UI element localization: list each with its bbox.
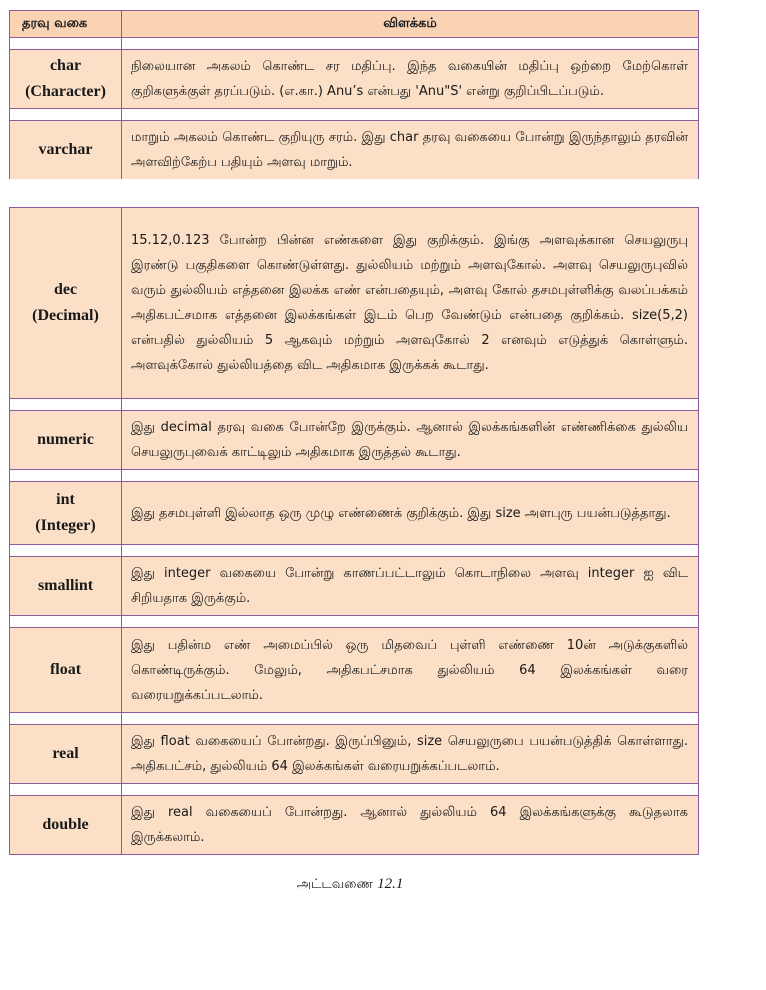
data-type-name: double: [42, 816, 89, 833]
data-type-name: varchar: [38, 141, 93, 158]
spacer-row: [10, 713, 699, 725]
header-data-type: தரவு வகை: [10, 11, 122, 38]
data-type-name: real: [52, 745, 79, 762]
table-row-real: [10, 725, 699, 784]
data-type-cell: [10, 121, 122, 180]
data-type-name: dec: [53, 281, 78, 298]
data-types-table-part1: [9, 10, 699, 179]
description-cell: இது பதின்ம எண் அமைப்பில் ஒரு மிதவைப் புள்ளி எண்ணை 10ன் அடுக்குகளில் கொண்டிருக்கும். மேலும், அதிகபட்சமாக துல்லியம் 64 இலக்கங்கள் வரை வரையறுக்கப்படலாம்.: [122, 628, 699, 713]
table-row-numeric: [10, 411, 699, 470]
data-type-fullname: (Decimal): [32, 307, 99, 324]
data-type-name: float: [49, 661, 82, 678]
spacer-row: [10, 470, 699, 482]
data-type-cell: [10, 557, 122, 616]
spacer-row: [10, 38, 699, 50]
table-row-varchar: [10, 121, 699, 180]
data-type-name: smallint: [37, 577, 94, 594]
caption-label: அட்டவணை: [296, 877, 374, 892]
table-header-row: [10, 11, 699, 38]
data-type-fullname: (Integer): [35, 517, 96, 534]
table-row-float: [10, 628, 699, 713]
description-cell: இது integer வகையை போன்று காணப்பட்டாலும் கொடாநிலை அளவு integer ஐ விட சிறியதாக இருக்கும்.: [122, 557, 699, 616]
data-type-fullname: (Character): [25, 83, 106, 100]
table-caption: [0, 876, 700, 893]
table-row-double: [10, 796, 699, 855]
data-types-table-part2: [9, 207, 699, 855]
data-type-name: int: [56, 491, 75, 508]
data-type-cell: [10, 628, 122, 713]
caption-number: 12.1: [377, 876, 404, 892]
spacer-row: [10, 784, 699, 796]
description-cell: இது decimal தரவு வகை போன்றே இருக்கும். ஆனால் இலக்கங்களின் எண்ணிக்கை துல்லிய செயலுருபுவைக் காட்டிலும் அதிகமாக இருத்தல் கூடாது.: [122, 411, 699, 470]
description-cell: நிலையான அகலம் கொண்ட சர மதிப்பு. இந்த வகையின் மதிப்பு ஒற்றை மேற்கொள் குறிகளுக்குள் தரப்படும். (எ.கா.) Anu’s என்பது 'Anu"S' என்று குறிப்பிடப்படும்.: [122, 50, 699, 109]
data-type-name: char: [49, 57, 82, 74]
data-type-cell: [10, 50, 122, 109]
data-type-cell: [10, 208, 122, 399]
spacer-row: [10, 545, 699, 557]
header-description: விளக்கம்: [122, 11, 699, 38]
data-type-cell: [10, 482, 122, 545]
spacer-row: [10, 616, 699, 628]
description-cell: 15.12,0.123 போன்ற பின்ன எண்களை இது குறிக்கும். இங்கு அளவுக்கான செயலுருபு இரண்டு பகுதிகளை கொண்டுள்ளது. துல்லியம் மற்றும் அளவுகோல். அளவு செயலுருபுவில் வரும் துல்லியம் எத்தனை இலக்க எண் என்பதையும், அளவு கோல் தசமபுள்ளிக்கு வலப்பக்கம் அதிகபட்சமாக எத்தனை இலக்கங்கள் இடம் பெற வேண்டும் என்பதை குறிக்கம். size(5,2) என்பதில் துல்லியம் 5 ஆகவும் மற்றும் அளவுகோல் 2 எனவும் எடுத்துக் கொள்ளும். அளவுக்கோல் துல்லியத்தை விட அதிகமாக இருக்கக் கூடாது.: [122, 208, 699, 399]
description-cell: மாறும் அகலம் கொண்ட குறியுரு சரம். இது char தரவு வகையை போன்று இருந்தாலும் தரவின் அளவிற்கேற்ப பதியும் அளவு மாறும்.: [122, 121, 699, 180]
spacer-row: [10, 109, 699, 121]
table-row-dec: [10, 208, 699, 399]
description-cell: இது real வகையைப் போன்றது. ஆனால் துல்லியம் 64 இலக்கங்களுக்கு கூடுதலாக இருக்கலாம்.: [122, 796, 699, 855]
description-cell: இது float வகையைப் போன்றது. இருப்பினும், size செயலுருபை பயன்படுத்திக் கொள்ளாது. அதிகபட்சம், துல்லியம் 64 இலக்கங்கள் வரையறுக்கப்படலாம்.: [122, 725, 699, 784]
data-type-cell: [10, 411, 122, 470]
description-cell: இது தசமபுள்ளி இல்லாத ஒரு முழு எண்ணைக் குறிக்கும். இது size அளபுரு பயன்படுத்தாது.: [122, 482, 699, 545]
data-type-name: numeric: [37, 431, 94, 448]
table-row-char: [10, 50, 699, 109]
data-type-cell: [10, 725, 122, 784]
table-row-int: [10, 482, 699, 545]
table-row-smallint: [10, 557, 699, 616]
data-type-cell: [10, 796, 122, 855]
spacer-row: [10, 399, 699, 411]
